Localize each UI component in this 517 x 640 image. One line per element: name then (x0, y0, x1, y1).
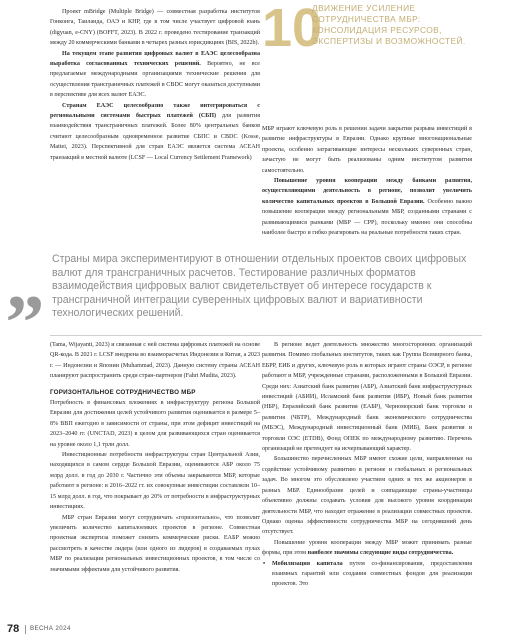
paragraph-goals: Большинство перечисленных МБР имеют схожие цели, направленные на содействие устойчивому развитию в регионе и глобальных и региональных задач. Во многом это обусловлено участием одних и тех же акционеров в разных МБР. Единообразие целей и совпадающие страны-участницы объективно должны создавать условия для высокого уровня координации деятельности МБР, что находит отражение в реализации совместных проектов. Однако оценка эффективности сотрудничества МБР на сегодняшний день отсутствует. (262, 456, 472, 536)
pull-quote: Страны мира экспериментируют в отношении отдельных проектов своих цифровых валют для трансграничных расчетов. Тестирование различных форматов взаимодействия цифровых валют свидетельствует об интересе государств к трансграничной интеграции суверенных цифровых валют и вариативности технологических решений. (52, 253, 467, 320)
page-footer (0, 622, 517, 640)
page-number: 78 (7, 623, 20, 635)
body-text: Вероятно, не все предлагаемые международными организациями технические решения для осуществления трансграничных платежей в CBDC могут оказаться доступными в перспективе для всех валют ЕАЭС. (50, 61, 260, 99)
paragraph-mdb-role: МБР играют ключевую роль в решении задачи закрытия разрыва инвестиций в развитие инфраструктуры в Евразии. Однако крупные многонациональные проекты, особенно затрагивающие интересы нескольких суверенных стран, зачастую не могут быть реализованы одним институтом развития самостоятельно. (262, 126, 472, 174)
paragraph-technical-solutions (50, 49, 260, 101)
list-item (272, 559, 472, 590)
left-top-column (50, 7, 260, 163)
paragraph-cooperation (262, 176, 472, 238)
paragraph-lcsf: (Tama, Wijayanti, 2023) и связанная с ней система цифровых платежей на основе QR-кода. В 2021 г. LCSF внедрена во взаиморасчетах Индонезии и Китая, а 2023 г. — Индонезии и Японии (Muhammad, 2023). Данную систему страны АСЕАН планируют распространить среди стран-партнеров (Fahri Mudita, 2023). (50, 342, 261, 380)
lead-text: Повышение уровня кооперации между банками развития, осуществляющими деятельность в регионе, позволит увеличить количество капитальных проектов в Большой Евразии. (262, 178, 472, 205)
section-heading: ГОРИЗОНТАЛЬНОЕ СОТРУДНИЧЕСТВО МБР (50, 388, 196, 396)
lead-text: Мобилизация капитала (272, 560, 343, 567)
right-top-column (262, 124, 472, 238)
right-bottom-column (262, 340, 472, 590)
body-text: для развития взаимодействия трансграничных платежей. Более 80% центральных банков считают целесообразным одновременное развитие СБПС и CBDC (Kosse, Mattei, 2023). Перспективной для стран ЕАЭС является система АСЕАН транзакций в местной валюте (LCSF — Local Currency Settlement Framework) (50, 113, 261, 161)
issue-label: ВЕСНА 2024 (30, 625, 71, 632)
paragraph-forms (262, 538, 472, 559)
paragraph-central-asia: Инвестиционные потребности инфраструктуры стран Центральной Азии, находящихся в самом сердце Большой Евразии, оцениваются АБР около 75 млрд долл. в год до 2030 г. Частично эти объемы закрываются МБР, которые работают в регионе: в 2016–2022 гг. их совокупные инвестиции составляли 10–15 млрд долл. в год, что покрывает до 20% от потребности в инфраструктурных инвестициях. (50, 452, 260, 511)
body-text: Особенно важно повышение кооперации между региональными МБР, созданными странами с развивающимися рынками (МБР — СРР), поскольку именно они способны наиболее быстро и гибко реагировать на реальные потребности таких стран. (262, 198, 472, 237)
lead-text: На текущем этапе развития цифровых валют в ЕАЭС целесообразна выработка согласованных технических решений. (50, 50, 260, 68)
paragraph-horizontal: МБР стран Евразии могут сотрудничать «горизонтально», что позволит увеличить количество капиталоемких проектов в регионе. Совместная проектная экспертиза поможет снизить коммерческие риски. ЕАБР можно рассмотреть в качестве лидера (или одного из лидеров) в создаваемых пулах МБР по реализации региональных инвестиционных проектов, в том числе со значимыми эффектами для устойчивого развития. (50, 514, 260, 573)
callout-heading: ДВИЖЕНИЕ УСИЛЕНИЕ СОТРУДНИЧЕСТВА МБР: КОНСОЛИДАЦИЯ РЕСУРСОВ, ЭКСПЕРТИЗЫ И ВОЗМОЖНОСТЕЙ. (312, 3, 466, 46)
quote-mark-icon: „ (6, 238, 45, 325)
footer-divider (25, 625, 26, 634)
lead-text: Странам ЕАЭС целесообразно также интегрироваться с региональными системами быстрых платежей (СБП) (50, 102, 260, 120)
left-bottom-column (50, 340, 260, 575)
bullet-list (262, 559, 472, 590)
paragraph-organizations: В регионе ведет деятельность множество многосторонних организаций развития. Помимо глобальных институтов, таких как Группа Всемирного банка, ЕБРР, ЕИБ и других, ключевую роль в которых играют страны ОЭСР, в регионе работают и МБР, учрежденные странами, расположенными в Большой Евразии. Среди них: Азиатский банк развития (АБР), Азиатский банк инфраструктурных инвестиций (АБИИ), Исламский банк развития (ИБР), Новый банк развития (НБР), Евразийский банк развития (ЕАБР), Черноморский банк торговли и развития (ЧБТР), Международный банк экономического сотрудничества (МБЭС), Международный инвестиционный банк (МИБ), Банк развития и торговли ОЭС (ЕТDB), Фонд ОПЕК по международному развитию. Перечень организаций не претендует на исчерпывающий характер. (262, 342, 472, 453)
paragraph-investment-needs: Потребность в финансовых вложениях в инфраструктуру региона Большой Евразии для достижения целей устойчивого развития оценивается в размере 5–8% ВВП ежегодно в зависимости от страны, при этом дефицит инвестиций на 2023–2040 гг. (UNCTAD, 2023) в целом для развивающихся стран оценивается на уровне около 1,1 трлн долл. (50, 400, 260, 448)
body-text: путем со-финансирования, предоставления взаимных гарантий или создания совместных фондов для реализации проектов. Это (272, 560, 472, 588)
paragraph-fast-payments (50, 101, 260, 163)
paragraph-mbridge: Проект mBridge (Multiple Bridge) — совместная разработка институтов Гонконга, Таиланда, ОАЭ и КНР, где в том числе участвует цифровой юань (digyuan, e-CNY) (BOFFT, 2023). В 2022 г. проведено тестирование транзакций между 20 коммерческими банками в четырех разных юрисдикциях (BIS, 2022b). (50, 9, 260, 47)
lead-text: наиболее значимы следующие виды сотрудничества. (307, 550, 454, 557)
callout-number: 10 (262, 0, 323, 58)
divider (50, 335, 482, 336)
body-text: Повышение уровня кооперации между МБР может принимать разные формы, при этом (262, 539, 472, 557)
